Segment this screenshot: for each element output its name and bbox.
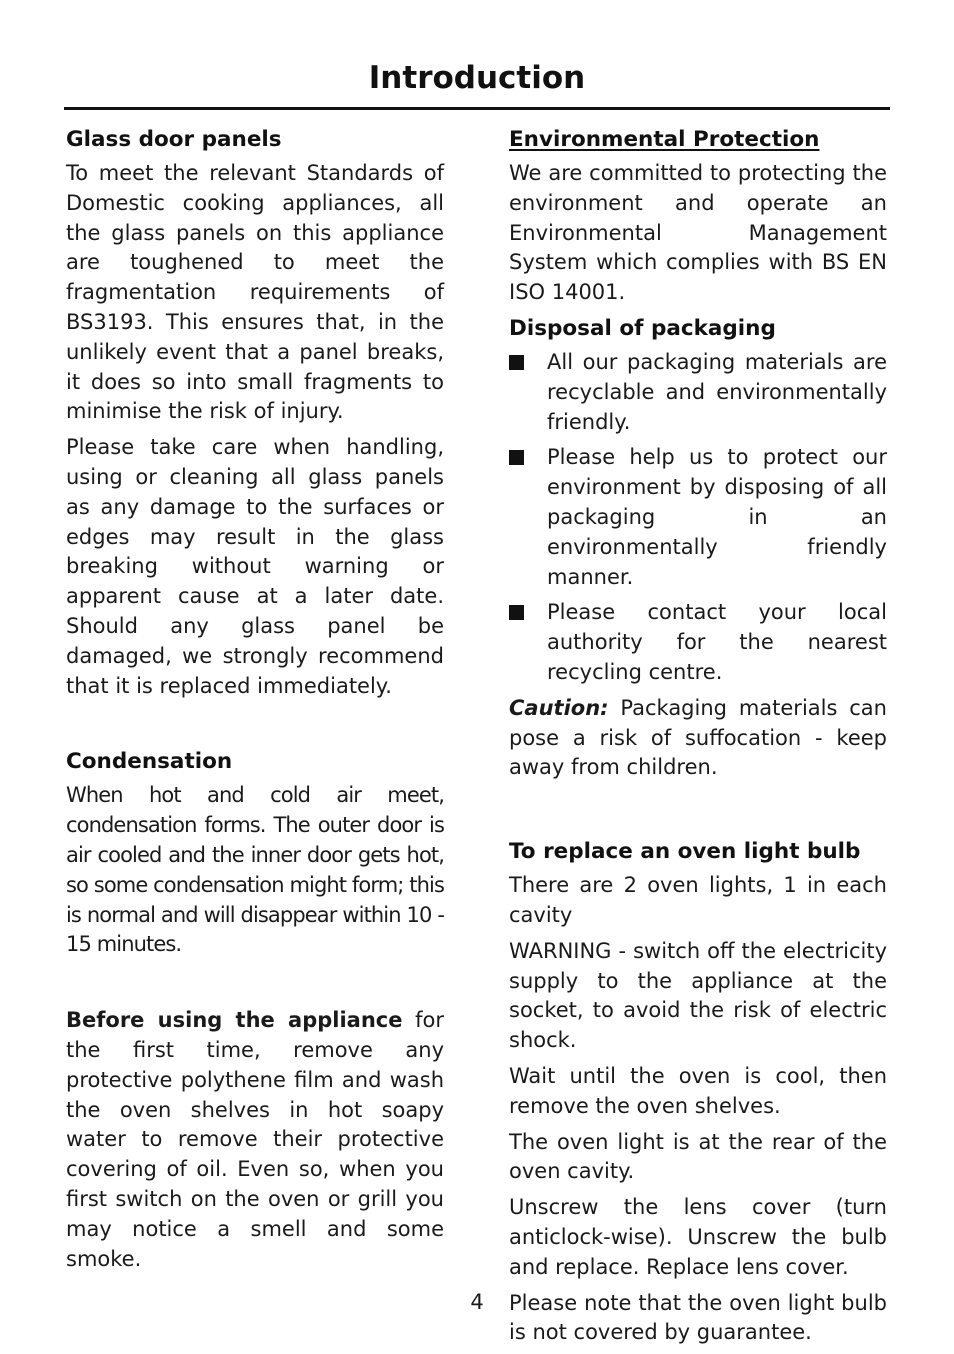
title-divider [64, 107, 890, 110]
bulb-paragraph-6: Please note that the oven light bulb is not covered by guarantee. [509, 1290, 887, 1345]
list-item [509, 598, 887, 687]
list-item [509, 443, 887, 592]
packaging-bullet-2: Please help us to protect our environment by disposing of all packaging in an environmentally friendly manner. [547, 445, 887, 589]
environmental-protection-section [509, 125, 887, 308]
page-number: 4 [470, 1290, 484, 1314]
condensation-section [66, 747, 444, 960]
environmental-paragraph: We are committed to protecting the environment and operate an Environmental Management System which complies with BS EN ISO 14001. [509, 161, 887, 305]
disposal-of-packaging-heading: Disposal of packaging [509, 315, 776, 341]
caution-paragraph [509, 694, 887, 783]
bulb-paragraph-5: Unscrew the lens cover (turn anticlock-wise). Unscrew the bulb and replace. Replace lens cover. [509, 1195, 887, 1279]
disposal-of-packaging-section [509, 314, 887, 783]
glass-door-panels-section [66, 125, 444, 701]
left-column [66, 125, 444, 1280]
bulb-paragraph-4: The oven light is at the rear of the oven cavity. [509, 1129, 887, 1184]
glass-paragraph-1: To meet the relevant Standards of Domestic cooking appliances, all the glass panels on this appliance are toughened to meet the fragmentation requirements of BS3193. This ensures that, in the unlikely event that a panel breaks, it does so into small fragments to minimise the risk of injury. [66, 161, 444, 424]
square-bullet-icon [509, 348, 547, 437]
square-bullet-icon [509, 598, 547, 687]
bulb-paragraph-1: There are 2 oven lights, 1 in each cavity [509, 873, 887, 927]
oven-light-bulb-section [509, 837, 887, 1348]
page-title: Introduction [368, 60, 586, 96]
bulb-paragraph-2: WARNING - switch off the electricity supply to the appliance at the socket, to avoid the risk of electric shock. [509, 938, 887, 1053]
right-column [509, 125, 887, 1354]
packaging-bullet-3: Please contact your local authority for the nearest recycling centre. [547, 600, 887, 684]
oven-light-bulb-heading: To replace an oven light bulb [509, 839, 861, 865]
bulb-paragraph-3: Wait until the oven is cool, then remove the oven shelves. [509, 1063, 887, 1118]
glass-paragraph-2: Please take care when handling, using or cleaning all glass panels as any damage to the surfaces or edges may result in the glass breaking without warning or apparent cause at a later date. Should any glass panel be damaged, we strongly recommend that it is replaced immediately. [66, 435, 444, 698]
before-using-lead: Before using the appliance [66, 1008, 403, 1033]
before-using-section [66, 1006, 444, 1274]
glass-door-panels-heading: Glass door panels [66, 127, 282, 152]
condensation-paragraph: When hot and cold air meet, condensation forms. The outer door is air cooled and the inner door gets hot, so some condensation might form; this is normal and will disappear within 10 - 15 minutes. [66, 783, 444, 957]
list-item [509, 348, 887, 437]
before-using-text: for the first time, remove any protective polythene film and wash the oven shelves in hot soapy water to remove their protective covering of oil. Even so, when you first switch on the oven or grill you may notice a smell and some smoke. [66, 1008, 444, 1271]
before-using-paragraph [66, 1006, 444, 1274]
square-bullet-icon [509, 443, 547, 592]
caution-label: Caution: [509, 695, 609, 720]
environmental-protection-heading: Environmental Protection [509, 127, 820, 152]
packaging-bullet-1: All our packaging materials are recyclable and environmentally friendly. [547, 349, 887, 434]
caution-text: Packaging materials can pose a risk of suffocation - keep away from children. [509, 695, 887, 780]
condensation-heading: Condensation [66, 749, 233, 775]
